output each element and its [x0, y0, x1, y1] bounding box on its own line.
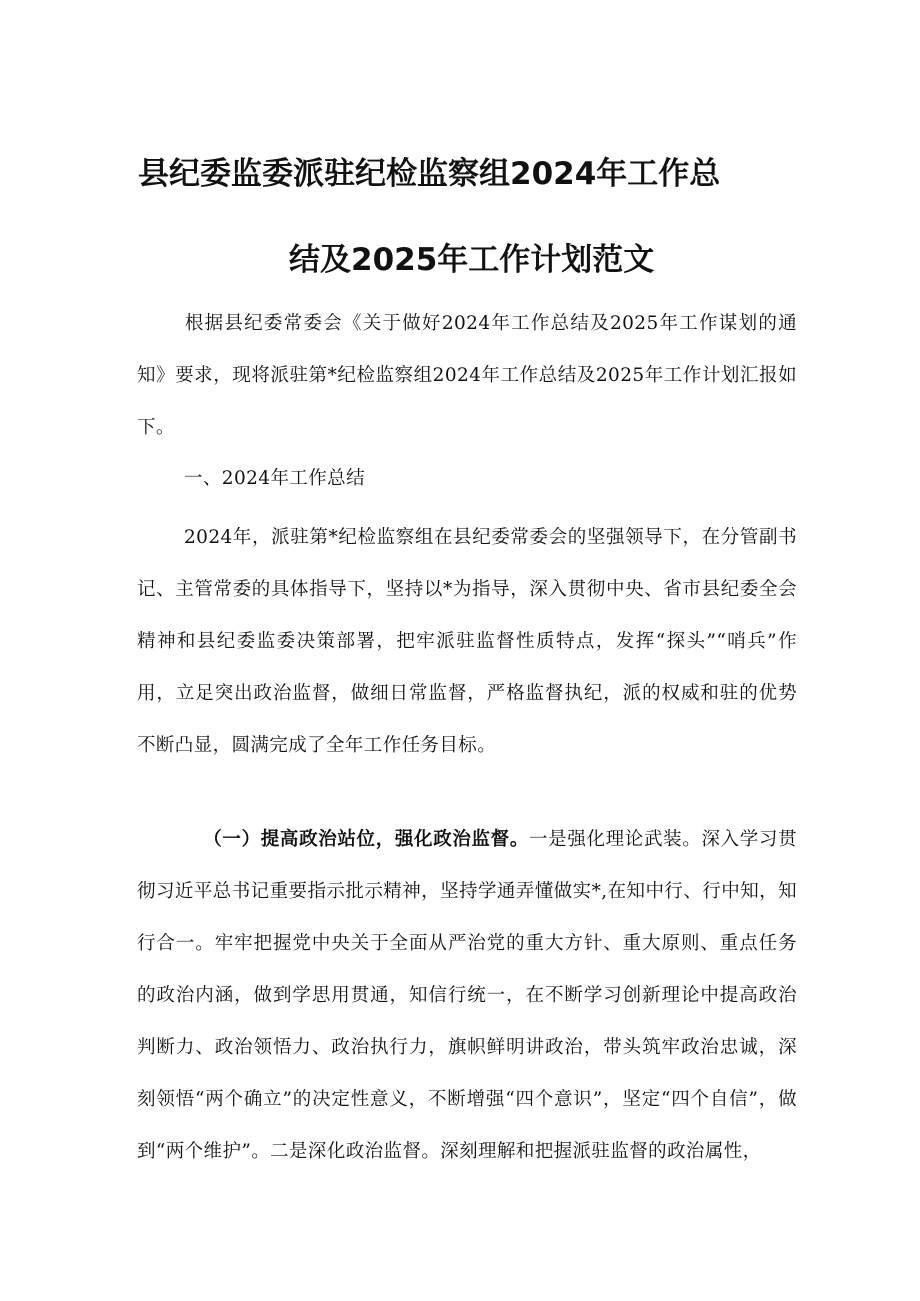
section-1-paragraph — [137, 512, 797, 772]
document-title-line-1: 县纪委监委派驻纪检监察组2024年工作总 — [138, 156, 721, 192]
intro-text: 根据县纪委常委会《关于做好2024年工作总结及2025年工作谋划的通知》要求，现将派驻第*纪检监察组2024年工作总结及2025年工作计划汇报如下。 — [137, 313, 797, 438]
subsection-1-text: 一是强化理论武装。深入学习贯彻习近平总书记重要指示批示精神，坚持学通弄懂做实*,在知中行、行中知，知行合一。牢牢把握党中央关于全面从严治党的重大方针、重大原则、重点任务的政治内涵，做到学思用贯通，知信行统一，在不断学习创新理论中提高政治判断力、政治领悟力、政治执行力，旗帜鲜明讲政治，带头筑牢政治忠诚，深刻领悟“两个确立”的决定性意义，不断增强“四个意识”，坚定“四个自信”，做到“两个维护”。二是深化政治监督。深刻理解和把握派驻监督的政治属性， — [137, 829, 797, 1162]
section-1-heading-text: 一、2024年工作总结 — [184, 468, 365, 489]
intro-paragraph — [137, 298, 797, 454]
subsection-1-title: （一）提高政治站位，强化政治监督。 — [203, 829, 529, 850]
document-title-line-2: 结及2025年工作计划范文 — [289, 242, 655, 278]
section-1-text: 2024年，派驻第*纪检监察组在县纪委常委会的坚强领导下，在分管副书记、主管常委的具体指导下，坚持以*为指导，深入贯彻中央、省市县纪委全会精神和县纪委监委决策部署，把牢派驻监督性质特点，发挥“探头”“哨兵”作用，立足突出政治监督，做细日常监督，严格监督执纪，派的权威和驻的优势不断凸显，圆满完成了全年工作任务目标。 — [137, 527, 797, 756]
subsection-1-paragraph — [137, 814, 797, 1178]
section-1-heading — [137, 453, 797, 505]
